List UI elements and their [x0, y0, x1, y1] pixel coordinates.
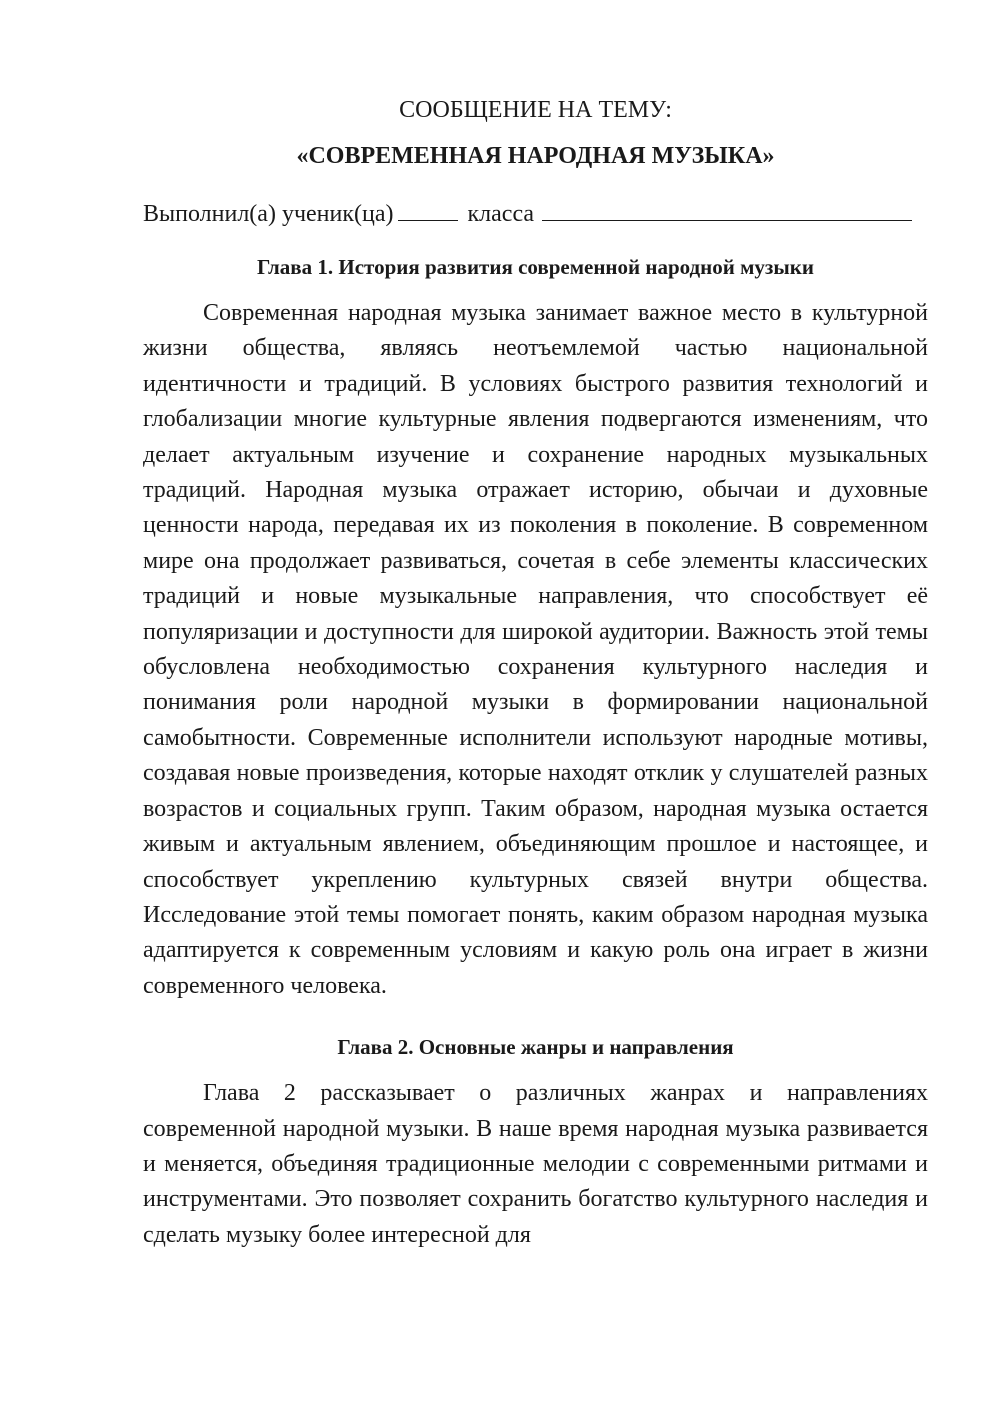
- document-page: [143, 92, 928, 1253]
- document-title-line1: СООБЩЕНИЕ НА ТЕМУ:: [399, 97, 672, 123]
- chapter-2-paragraph: Глава 2 рассказывает о различных жанрах и направлениях современной народной музыки. В наше время народная музыка развивается и меняется, объединяя традиционные мелодии с современными ритмами и инструментами. Это позволяет сохранить богатство культурного наследия и сделать музыку более интересной для: [143, 1080, 928, 1248]
- chapter-1-heading: Глава 1. История развития современной народной музыки: [257, 255, 814, 279]
- chapter-1-paragraph: Современная народная музыка занимает важное место в культурной жизни общества, являясь неотъемлемой частью национальной идентичности и традиций. В условиях быстрого развития технологий и глобализации многие культурные явления подвергаются изменениям, что делает актуальным изучение и сохранение народных музыкальных традиций. Народная музыка отражает историю, обычаи и духовные ценности народа, передавая их из поколения в поколение. В современном мире она продолжает развиваться, сочетая в себе элементы классических традиций и новые музыкальные направления, что способствует её популяризации и доступности для широкой аудитории. Важность этой темы обусловлена необходимостью сохранения культурного наследия и понимания роли народной музыки в формировании национальной самобытности. Современные исполнители используют народные мотивы, создавая новые произведения, которые находят отклик у слушателей разных возрастов и социальных групп. Таким образом, народная музыка остается живым и актуальным явлением, объединяющим прошлое и настоящее, и способствует укреплению культурных связей внутри общества. Исследование этой темы помогает понять, каким образом народная музыка адаптируется к современным условиям и какую роль она играет в жизни современного человека.: [143, 300, 928, 999]
- grade-blank: [398, 196, 458, 221]
- author-line: [143, 196, 928, 232]
- chapter-2-heading: Глава 2. Основные жанры и направления: [337, 1035, 734, 1060]
- author-prefix: Выполнил(а) ученик(ца): [143, 201, 394, 227]
- document-title-line2: «СОВРЕМЕННАЯ НАРОДНАЯ МУЗЫКА»: [296, 143, 775, 169]
- name-blank: [542, 196, 912, 221]
- class-label: класса: [467, 201, 535, 227]
